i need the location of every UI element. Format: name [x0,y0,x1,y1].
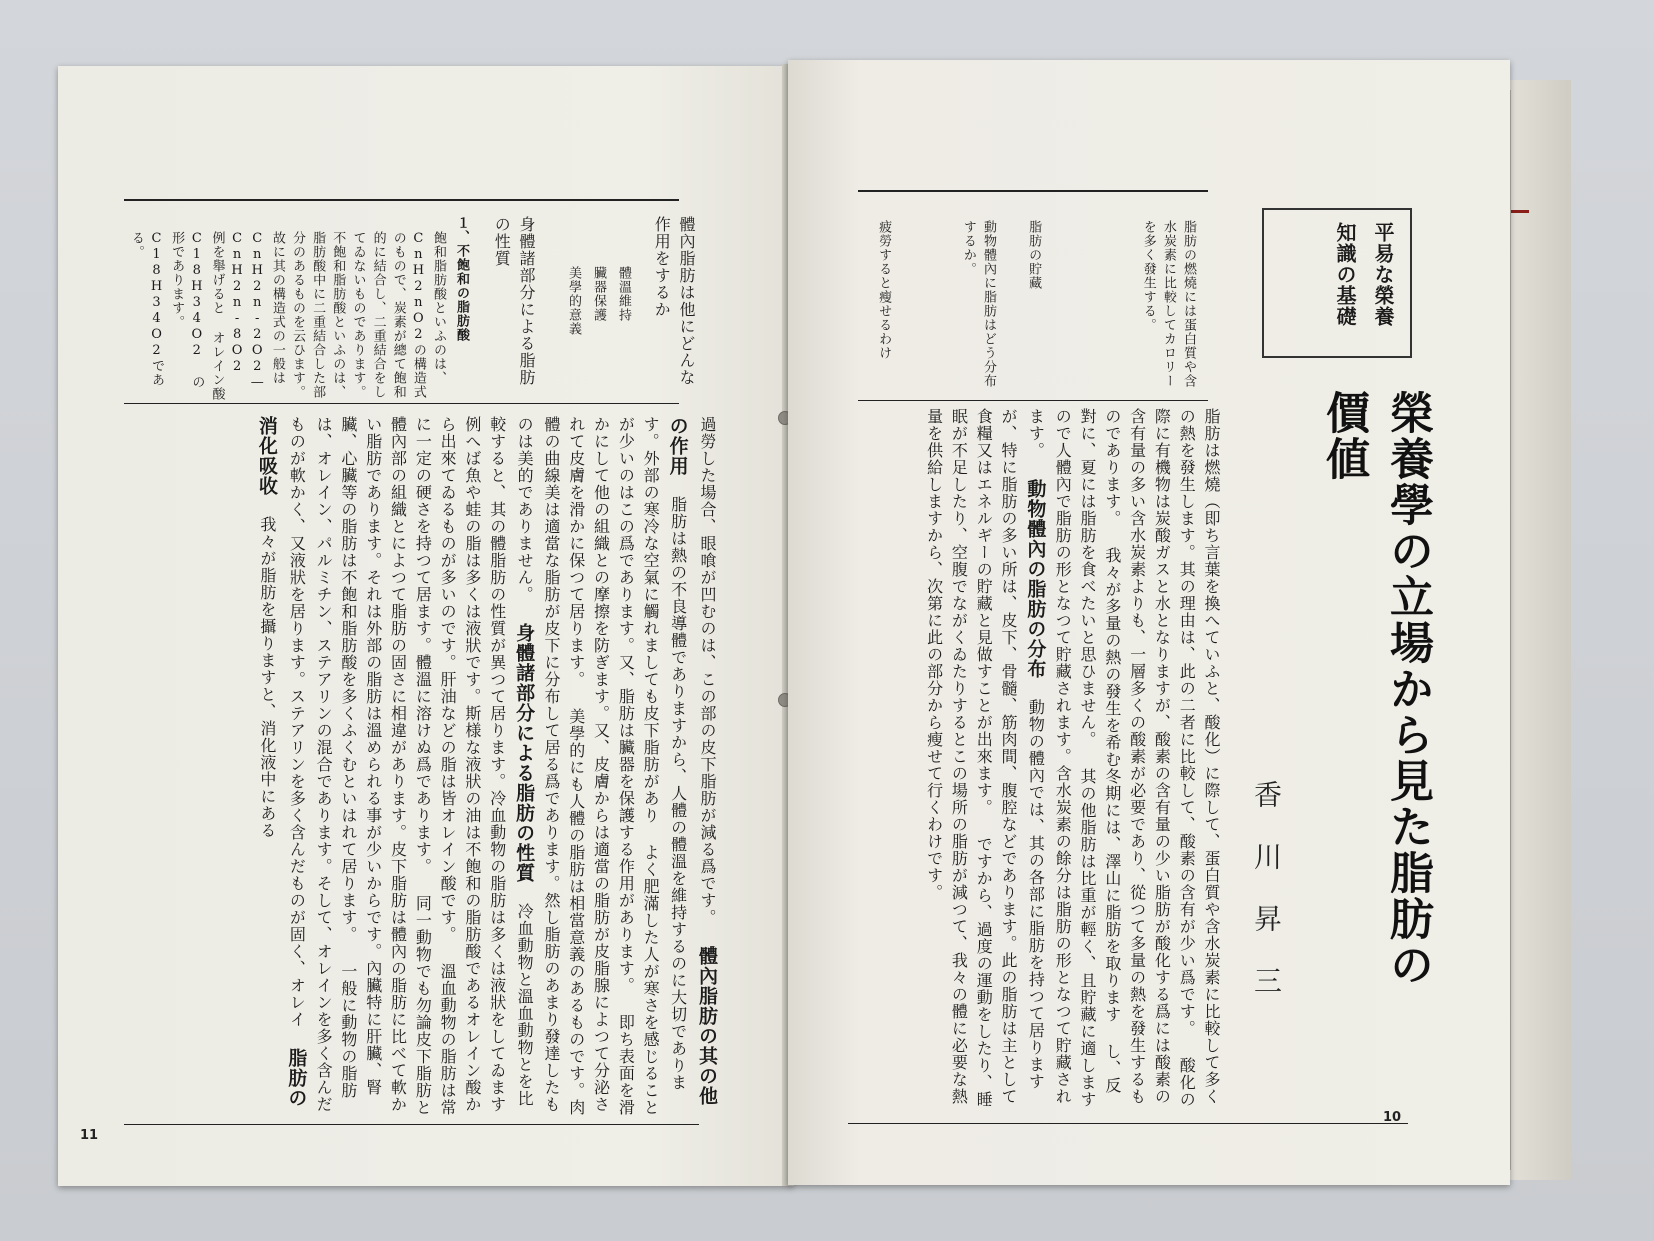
left-para-8: 一般に動物の脂肪は、オレイン、パルミチン、ステアリンの混合であります。そして、オレインを多く含んだものが軟かく、又液狀を居ります。ステアリンを多く含んだものが固く、オレイ [287,416,358,1113]
toc-item-combustion: 脂肪の燃燒には蛋白質や含水炭素に比較してカロリーを多く發生する。 [1140,220,1196,388]
right-bottom-rule [848,1123,1408,1124]
toc-item-other-functions: 體內脂肪は他にどんな作用をするか [652,216,696,386]
left-page [58,66,793,1186]
top-rule [124,199,679,201]
toc-item-body-parts: 身體諸部分による脂肪の性質 [492,216,536,386]
left-para-6: 溫血動物の脂肪は常に一定の硬さを持つて居ます。體溫に溶けぬ爲であります。 [413,416,458,1116]
series-label: 平易な榮養知識の基礎 [1333,222,1395,327]
toc-item-fatigue: 疲勞すると瘦せるわけ [876,220,892,360]
right-para-3: 我々が多量の熱の發生を希む冬期には、澤山に脂肪を取ります し、反對に、夏には脂肪を食べたいと思ひません。 [1078,408,1122,1094]
page-number-right: 10 [1383,1110,1402,1125]
right-para-6: ですから、過度の運動をしたり、睡眠が不足したり、空腹でながくゐたりするとこの場所の脂肪が減つて、我々の體に必要な熱量を供給しますから、次第に此の部分から瘦せて行くわけです。 [924,408,994,1108]
toc-item-distribution: 動物體內に脂肪はどう分布するか。 [960,220,996,388]
right-page [788,60,1510,1185]
article-title: 榮養學の立場から見た脂肪の價値 [1318,390,1433,988]
left-heading-body-parts: 身體諸部分による脂肪の性質 [513,623,536,883]
mid-rule [124,403,679,404]
left-heading-other-functions: 體內脂肪の其の他の作用 [666,416,718,1106]
left-para-5: 冷血動物と溫血動物とを比較すると、其の體脂肪の性質が異つて居ります。冷血動物の脂肪は多くは液狀をしてゐます例へば魚や蛙の脂は多くは液狀です。斯様な液狀の油は不飽和の脂肪酸であるオレイン酸から出來てゐるものが多いのです。肝油などの脂は皆オレイン酸です。 [438,416,535,1113]
right-para-2: 酸化の際に有機物は炭酸ガスと水となりますが、酸素の含有量の少い脂肪が酸化する爲には酸素の含有量の多い含水炭素よりも、一層多くの酸素が必要であり、從つて多量の熱を發生するものであります。 [1102,408,1197,1108]
section-text-unsaturated: 飽和脂肪酸といふのは、CnH2nO2の構造式のもので、炭素が總て飽和的に結合し、二重結合をしてゐないものであります。不飽和脂肪酸といふのは、脂肪酸中に二重結合した部分のあるものを云ひます。故に其の構造式の一般は CnH2n-2O2—CnH2n-8O2 例を舉げると オレイン酸 C18H34O2 の形であります。C18H34O2である。 [128,231,446,401]
left-para-2: 脂肪は熱の不良導體でありますから、人體の體溫を維持するのに大切であります。外部の寒冷な空氣に觸れましても皮下脂肪があり よく肥滿した人が寒さを感じることが少いのはこの爲であります。又、脂肪は臟器を保護する作用があります。 [616,416,688,1116]
right-heading-distribution: 動物體內の脂肪の分布 [1024,479,1047,679]
toc-item-temperature: 體溫維持 [616,266,631,322]
left-para-4: 美學的にも人體の脂肪は相當意義のあるものです。肉體の曲線美は適當な脂肪が皮下に分布して居る爲であります。然し脂肪のあまり發達したものは美的でありません。 [515,416,586,1116]
bottom-rule [124,1124,699,1125]
page-number-left: 11 [80,1128,99,1143]
toc-bottom-rule [858,400,1208,401]
article-author: 香川昇三 [1250,780,1283,1028]
right-para-1: 脂肪は燃燒（即ち言葉を換へていふと、酸化）に際して、蛋白質や含水炭素に比較して多くの熱を發生します。其の理由は、此の二者に比較して、酸素の含有が少い爲です。 [1177,408,1221,1105]
section-heading-unsaturated: １、不飽和の脂肪酸 [454,216,469,342]
toc-item-aesthetic: 美學的意義 [566,266,581,336]
toc-top-rule [858,190,1208,192]
page-edge-line [1510,90,1511,1170]
red-bookmark-mark [1511,210,1529,213]
series-box [1262,208,1412,358]
left-para-3: 即ち表面を滑かにして他の組織との摩擦を防ぎます。又、皮膚からは適當の脂肪が皮脂腺によつて分泌されて皮膚を滑かに保つて居ります。 [566,416,636,1116]
right-para-5: 動物の體內では、其の各部に脂肪を持つて居りますが、特に脂肪の多い所は、皮下、骨髓、筋肉間、腹腔などであります。此の脂肪は主として食糧又はエネルギーの貯藏と見做すことが出來ます。 [974,408,1046,1105]
right-body-text [843,408,1223,1108]
left-heading-digestion: 脂肪の消化吸收 [255,416,308,1108]
left-para-1: 過勞した場合、眼喰が凹むのは、この部の皮下脂肪が減る爲です。 [698,416,717,926]
toc-item-storage: 脂肪の貯藏 [1026,220,1042,290]
right-para-4: 其の他脂肪は比重が輕く、且貯藏に適しますので人體內で脂肪の形となつて貯藏されます。含水炭素の餘分は脂肪の形となつて貯藏されます。 [1026,408,1098,1108]
toc-item-organ-protection: 臟器保護 [591,266,606,322]
left-para-7: 同一動物でも勿論皮下脂肪と體內部の組織とによつて脂肪の固さに相違があります。皮下脂肪は體內の脂肪に比べて軟かい脂肪であります。それは外部の脂肪は溫められる事が少いからです。內臟特に肝臟、腎臟、心臟等の脂肪は不飽和脂肪酸を多くふくむといはれて居ります。 [338,416,433,1116]
left-body-text [61,416,721,1116]
left-para-9: 我々が脂肪を攝りますと、消化液中にある [257,516,277,839]
